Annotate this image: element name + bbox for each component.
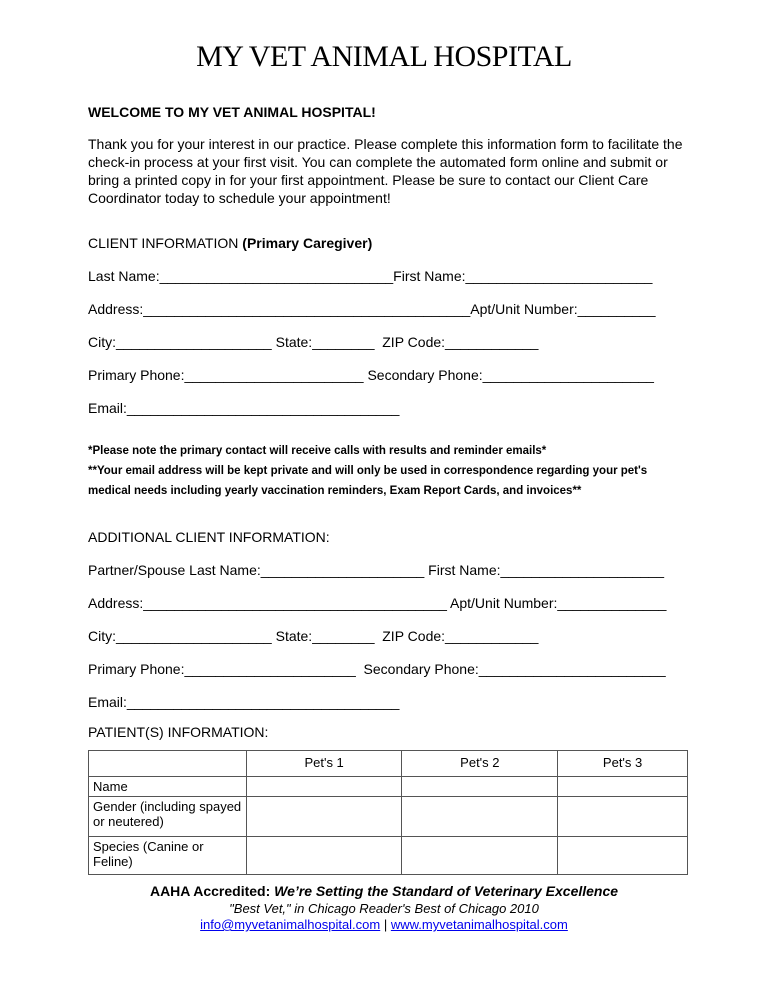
partner-email-line[interactable]: Email:___________________________________ — [88, 694, 400, 710]
pet-2-header: Pet's 2 — [402, 751, 558, 777]
pet-3-header: Pet's 3 — [558, 751, 688, 777]
client-heading-bold: (Primary Caregiver) — [242, 235, 373, 251]
table-corner-cell — [89, 751, 247, 777]
accreditation-line — [0, 883, 768, 899]
patient-info-table — [88, 750, 688, 875]
client-heading-plain: CLIENT INFORMATION — [88, 235, 243, 251]
client-address-line[interactable]: Address:__________________________________________Apt/Unit Number:__________ — [88, 301, 656, 317]
contact-links — [0, 917, 768, 932]
link-separator: | — [380, 917, 391, 932]
pet-2-name-cell[interactable] — [402, 777, 558, 797]
email-privacy-note-line2: medical needs including yearly vaccination reminders, Exam Report Cards, and invoices** — [88, 485, 582, 497]
partner-address-line[interactable]: Address:_______________________________________ Apt/Unit Number:______________ — [88, 595, 667, 611]
pet-3-species-cell[interactable] — [558, 837, 688, 875]
welcome-heading: WELCOME TO MY VET ANIMAL HOSPITAL! — [88, 104, 376, 120]
partner-phone-line[interactable]: Primary Phone:______________________ Secondary Phone:________________________ — [88, 661, 666, 677]
row-label-name: Name — [89, 777, 247, 797]
partner-name-line[interactable]: Partner/Spouse Last Name:_____________________ First Name:_____________________ — [88, 562, 665, 578]
page-title: MY VET ANIMAL HOSPITAL — [196, 40, 572, 73]
table-row — [89, 797, 688, 837]
row-label-species: Species (Canine or Feline) — [89, 837, 247, 875]
client-email-line[interactable]: Email:___________________________________ — [88, 400, 400, 416]
accreditation-tagline: We’re Setting the Standard of Veterinary Excellence — [274, 883, 619, 899]
client-phone-line[interactable]: Primary Phone:_______________________ Secondary Phone:______________________ — [88, 367, 654, 383]
primary-contact-note: *Please note the primary contact will receive calls with results and reminder emails* — [88, 445, 547, 457]
additional-info-heading: ADDITIONAL CLIENT INFORMATION: — [88, 529, 330, 545]
pet-1-name-cell[interactable] — [246, 777, 402, 797]
pet-1-species-cell[interactable] — [246, 837, 402, 875]
intro-paragraph: Thank you for your interest in our practice. Please complete this information form to facilitate the check-in process at your first visit. You can complete the automated form online and submit or bring a printed copy in for your first appointment. Please be sure to contact our Client Care Coordinator today to schedule your appointment! — [88, 136, 683, 206]
table-row — [89, 777, 688, 797]
pet-2-species-cell[interactable] — [402, 837, 558, 875]
client-last-first-name-line[interactable]: Last Name:______________________________First Name:________________________ — [88, 268, 653, 284]
client-city-state-zip-line[interactable]: City:____________________ State:________ ZIP Code:____________ — [88, 334, 539, 350]
email-privacy-note-line1: **Your email address will be kept private and will only be used in correspondence regarding your pet's — [88, 465, 648, 477]
patient-info-heading: PATIENT(S) INFORMATION: — [88, 724, 269, 740]
table-header-row — [89, 751, 688, 777]
pet-1-gender-cell[interactable] — [246, 797, 402, 837]
table-row — [89, 837, 688, 875]
pet-3-name-cell[interactable] — [558, 777, 688, 797]
award-line: "Best Vet," in Chicago Reader's Best of Chicago 2010 — [229, 901, 539, 916]
partner-city-state-zip-line[interactable]: City:____________________ State:________ ZIP Code:____________ — [88, 628, 539, 644]
pet-2-gender-cell[interactable] — [402, 797, 558, 837]
email-link[interactable]: info@myvetanimalhospital.com — [200, 917, 381, 932]
pet-1-header: Pet's 1 — [246, 751, 402, 777]
row-label-gender: Gender (including spayed or neutered) — [89, 797, 247, 837]
website-link[interactable]: www.myvetanimalhospital.com — [390, 917, 568, 932]
pet-3-gender-cell[interactable] — [558, 797, 688, 837]
client-info-heading — [88, 235, 372, 251]
accredited-label: AAHA Accredited: — [149, 883, 271, 899]
